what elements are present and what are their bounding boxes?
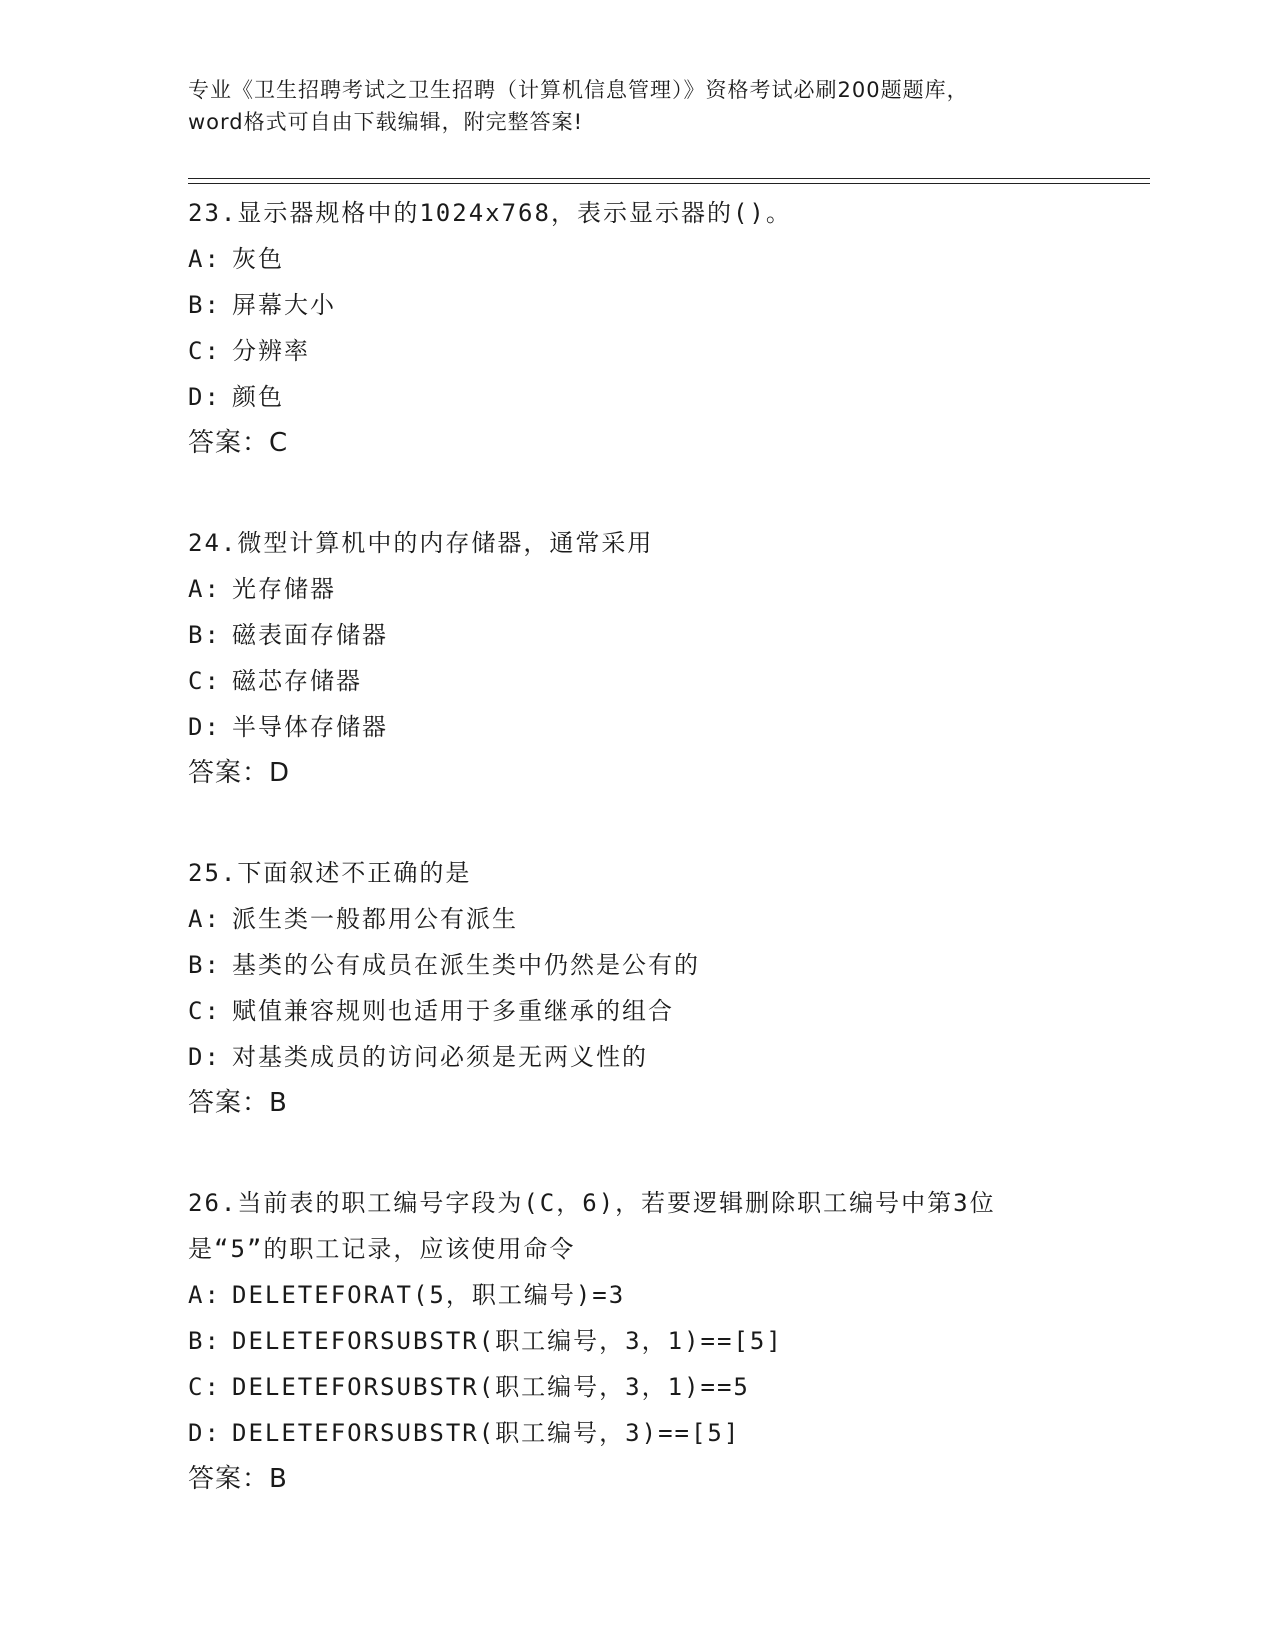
- header-divider-bottom: [188, 183, 1150, 184]
- answer-line: 答案：D: [188, 758, 291, 788]
- option-label: A:: [188, 905, 221, 933]
- question-list: [188, 190, 1148, 1556]
- option-label: D:: [188, 1043, 221, 1071]
- answer-line: 答案：B: [188, 1088, 288, 1118]
- option-b: [188, 942, 1148, 988]
- option-b: [188, 1318, 1148, 1364]
- option-c: [188, 658, 1148, 704]
- option-c: [188, 328, 1148, 374]
- answer-line: 答案：B: [188, 1464, 288, 1494]
- option-a: [188, 236, 1148, 282]
- option-text: 半导体存储器: [232, 713, 388, 741]
- option-text: 分辨率: [232, 337, 310, 365]
- question-stem-line-2: 是“5”的职工记录，应该使用命令: [188, 1235, 576, 1263]
- option-text: DELETEFORSUBSTR(职工编号，3)==[5]: [232, 1419, 741, 1447]
- option-label: A:: [188, 245, 221, 273]
- header-line-1: 专业《卫生招聘考试之卫生招聘（计算机信息管理）》资格考试必刷200题题库，: [188, 78, 969, 102]
- option-label: B:: [188, 1327, 221, 1355]
- document-header: [188, 74, 1088, 138]
- option-a: [188, 1272, 1148, 1318]
- header-divider-top: [188, 178, 1150, 179]
- option-text: 光存储器: [232, 575, 336, 603]
- option-c: [188, 988, 1148, 1034]
- option-text: DELETEFORAT(5，职工编号)=3: [232, 1281, 626, 1309]
- question-25: [188, 850, 1148, 1126]
- question-stem: 24.微型计算机中的内存储器，通常采用: [188, 529, 654, 557]
- option-a: [188, 566, 1148, 612]
- question-stem: 23.显示器规格中的1024x768，表示显示器的()。: [188, 199, 792, 227]
- option-label: C:: [188, 997, 221, 1025]
- option-text: 屏幕大小: [232, 291, 336, 319]
- option-d: [188, 374, 1148, 420]
- option-label: D:: [188, 1419, 221, 1447]
- option-label: D:: [188, 713, 221, 741]
- option-text: 对基类成员的访问必须是无两义性的: [232, 1043, 648, 1071]
- option-label: D:: [188, 383, 221, 411]
- option-text: 基类的公有成员在派生类中仍然是公有的: [232, 951, 700, 979]
- option-label: C:: [188, 1373, 221, 1401]
- option-d: [188, 704, 1148, 750]
- question-24: [188, 520, 1148, 796]
- option-text: 磁芯存储器: [232, 667, 362, 695]
- option-label: B:: [188, 291, 221, 319]
- option-text: 赋值兼容规则也适用于多重继承的组合: [232, 997, 674, 1025]
- option-d: [188, 1034, 1148, 1080]
- option-text: 颜色: [232, 383, 284, 411]
- option-label: B:: [188, 621, 221, 649]
- question-26: [188, 1180, 1148, 1502]
- option-label: C:: [188, 337, 221, 365]
- question-stem: 25.下面叙述不正确的是: [188, 859, 472, 887]
- question-23: [188, 190, 1148, 466]
- option-label: A:: [188, 575, 221, 603]
- option-b: [188, 612, 1148, 658]
- option-a: [188, 896, 1148, 942]
- header-line-2: word格式可自由下载编辑，附完整答案!: [188, 110, 584, 134]
- option-text: DELETEFORSUBSTR(职工编号，3，1)==[5]: [232, 1327, 783, 1355]
- option-text: 磁表面存储器: [232, 621, 388, 649]
- question-stem-line-1: 26.当前表的职工编号字段为(C，6)，若要逻辑删除职工编号中第3位: [188, 1189, 996, 1217]
- answer-line: 答案：C: [188, 428, 289, 458]
- option-c: [188, 1364, 1148, 1410]
- option-d: [188, 1410, 1148, 1456]
- option-b: [188, 282, 1148, 328]
- option-text: DELETEFORSUBSTR(职工编号，3，1)==5: [232, 1373, 750, 1401]
- option-text: 灰色: [232, 245, 284, 273]
- option-label: B:: [188, 951, 221, 979]
- option-label: C:: [188, 667, 221, 695]
- option-label: A:: [188, 1281, 221, 1309]
- option-text: 派生类一般都用公有派生: [232, 905, 518, 933]
